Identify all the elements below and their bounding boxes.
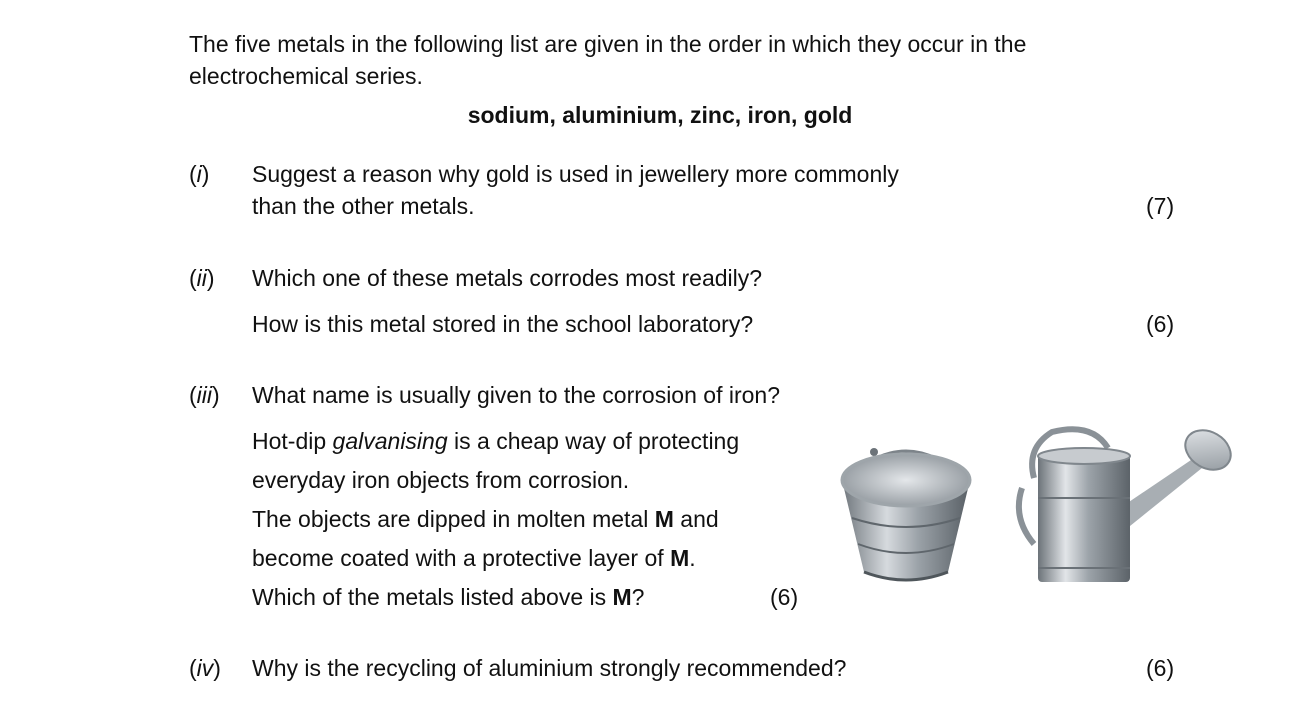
question-iii-line-3: everyday iron objects from corrosion. xyxy=(252,467,630,493)
question-ii-line-2: How is this metal stored in the school laboratory? xyxy=(252,311,754,337)
question-iv-line-1: Why is the recycling of aluminium strongly recommended? xyxy=(252,655,847,681)
question-iii-line-1: What name is usually given to the corrosion of iron? xyxy=(252,382,780,408)
galvanised-watering-can-image xyxy=(1012,418,1234,588)
question-ii-line-1: Which one of these metals corrodes most readily? xyxy=(252,265,763,291)
intro-line-2: electrochemical series. xyxy=(189,63,423,89)
question-iii-marks: (6) xyxy=(770,584,799,610)
question-iii-line-5: become coated with a protective layer of M. xyxy=(252,545,696,571)
question-number-iv: (iv) xyxy=(189,655,221,681)
question-iii-line-6: Which of the metals listed above is M? xyxy=(252,584,645,610)
intro-line-1: The five metals in the following list are given in the order in which they occur in the xyxy=(189,31,1027,57)
question-i-line-2: than the other metals. xyxy=(252,193,475,219)
galvanising-term: galvanising xyxy=(332,428,448,454)
question-number-ii: (ii) xyxy=(189,265,215,291)
question-number-iii: (iii) xyxy=(189,382,220,408)
metals-list xyxy=(0,102,1316,130)
metals-list-text: sodium, aluminium, zinc, iron, gold xyxy=(467,102,853,128)
question-ii-marks: (6) xyxy=(1146,311,1175,337)
question-iii-line-4: The objects are dipped in molten metal M and xyxy=(252,506,719,532)
galvanised-bucket-image xyxy=(836,440,976,585)
question-iii-line-2: Hot-dip galvanising is a cheap way of protecting xyxy=(252,428,740,454)
question-i-marks: (7) xyxy=(1146,193,1175,219)
question-iv-marks: (6) xyxy=(1146,655,1175,681)
question-i-line-1: Suggest a reason why gold is used in jewellery more commonly xyxy=(252,161,899,187)
question-number-i: (i) xyxy=(189,161,210,187)
